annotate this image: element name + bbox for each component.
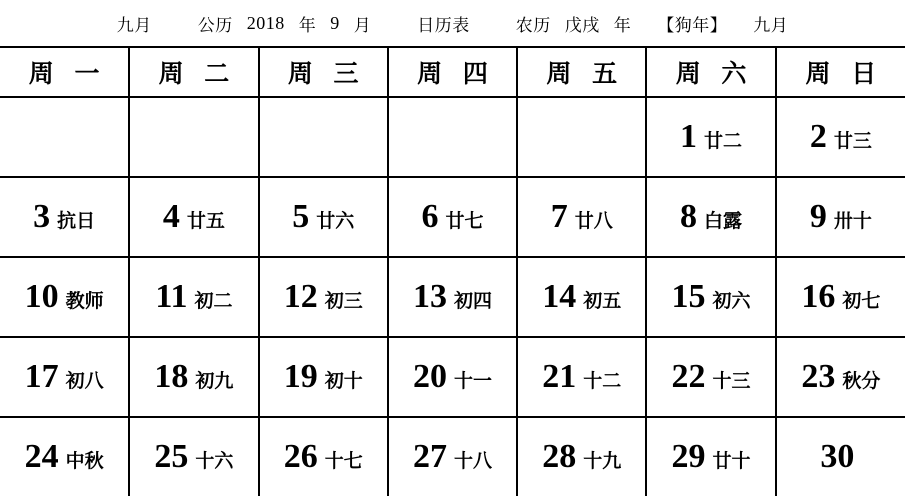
day-lunar: 初十 — [324, 370, 363, 392]
day-number: 16 — [801, 278, 836, 315]
day-number: 13 — [412, 278, 447, 315]
header-year-unit: 年 — [298, 15, 317, 36]
header-lunar-label: 农历 — [515, 15, 551, 36]
day-lunar: 廿二 — [704, 130, 743, 152]
day-cell[interactable] — [259, 417, 388, 496]
header-ganzhi: 戊戌 — [564, 15, 600, 36]
day-lunar: 十三 — [712, 370, 751, 392]
day-number: 26 — [283, 438, 318, 475]
day-cell[interactable] — [646, 417, 775, 496]
header-title: 日历表 — [417, 15, 470, 36]
day-number: 11 — [155, 278, 188, 315]
day-number: 7 — [550, 198, 568, 235]
day-lunar: 抗日 — [57, 210, 96, 232]
day-cell[interactable] — [646, 97, 775, 177]
day-cell[interactable] — [259, 177, 388, 257]
day-lunar: 教师 — [65, 290, 104, 312]
day-number: 29 — [671, 438, 706, 475]
weekday-header-wednesday: 周 三 — [259, 47, 388, 97]
day-number: 28 — [542, 438, 577, 475]
calendar-week-row — [0, 177, 905, 257]
calendar-header — [0, 0, 905, 46]
day-number: 24 — [24, 438, 59, 475]
day-number: 30 — [820, 438, 855, 475]
day-lunar: 初八 — [65, 370, 104, 392]
day-lunar: 十六 — [195, 450, 234, 472]
day-number: 10 — [24, 278, 59, 315]
weekday-header-thursday: 周 四 — [388, 47, 517, 97]
day-number: 3 — [33, 198, 51, 235]
day-cell[interactable] — [776, 417, 905, 496]
day-number: 14 — [542, 278, 577, 315]
day-number: 1 — [680, 118, 698, 155]
day-number: 2 — [809, 118, 827, 155]
day-number: 17 — [24, 358, 59, 395]
day-number: 19 — [283, 358, 318, 395]
day-cell[interactable] — [0, 417, 129, 496]
day-cell[interactable] — [0, 257, 129, 337]
day-cell[interactable] — [388, 417, 517, 496]
header-year: 2018 — [246, 12, 285, 33]
day-lunar: 廿八 — [574, 210, 613, 232]
day-cell[interactable] — [259, 337, 388, 417]
day-lunar: 秋分 — [842, 370, 881, 392]
calendar-week-row — [0, 337, 905, 417]
day-number: 22 — [671, 358, 706, 395]
day-lunar: 十二 — [583, 370, 622, 392]
day-lunar: 初五 — [583, 290, 622, 312]
day-cell[interactable] — [259, 257, 388, 337]
day-cell[interactable] — [646, 257, 775, 337]
day-number: 8 — [680, 198, 698, 235]
day-cell[interactable] — [388, 337, 517, 417]
day-lunar: 初四 — [453, 290, 492, 312]
day-number: 20 — [412, 358, 447, 395]
day-cell[interactable] — [388, 177, 517, 257]
calendar-week-row — [0, 97, 905, 177]
calendar-week-row — [0, 257, 905, 337]
day-cell[interactable] — [0, 177, 129, 257]
day-number: 6 — [421, 198, 439, 235]
day-number: 23 — [801, 358, 836, 395]
day-cell[interactable] — [129, 177, 258, 257]
day-number: 15 — [671, 278, 706, 315]
day-cell[interactable] — [129, 417, 258, 496]
weekday-header-saturday: 周 六 — [646, 47, 775, 97]
day-lunar: 廿六 — [316, 210, 355, 232]
day-lunar: 廿三 — [833, 130, 872, 152]
day-lunar: 十一 — [453, 370, 492, 392]
day-number: 4 — [162, 198, 180, 235]
day-lunar: 白露 — [704, 210, 743, 232]
day-number: 12 — [283, 278, 318, 315]
header-right-month: 九月 — [753, 15, 789, 36]
day-cell[interactable] — [776, 97, 905, 177]
calendar-table — [0, 46, 905, 496]
day-lunar: 初三 — [324, 290, 363, 312]
calendar-week-row — [0, 417, 905, 496]
header-zodiac: 【狗年】 — [657, 15, 728, 36]
day-cell-empty — [129, 97, 258, 177]
day-cell[interactable] — [646, 177, 775, 257]
day-lunar: 十七 — [324, 450, 363, 472]
day-lunar: 廿七 — [445, 210, 484, 232]
day-lunar: 十八 — [453, 450, 492, 472]
day-number: 18 — [154, 358, 189, 395]
header-left-month: 九月 — [116, 15, 152, 36]
header-month-number: 9 — [330, 12, 340, 33]
weekday-header-friday: 周 五 — [517, 47, 646, 97]
header-month-unit: 月 — [353, 15, 372, 36]
day-cell[interactable] — [129, 337, 258, 417]
weekday-header-row — [0, 47, 905, 97]
day-lunar: 廿五 — [186, 210, 225, 232]
day-number: 9 — [809, 198, 827, 235]
day-lunar: 初九 — [195, 370, 234, 392]
day-cell[interactable] — [129, 257, 258, 337]
day-number: 25 — [154, 438, 189, 475]
day-cell[interactable] — [646, 337, 775, 417]
day-cell-empty — [388, 97, 517, 177]
day-number: 5 — [292, 198, 310, 235]
day-lunar: 初七 — [842, 290, 881, 312]
weekday-header-monday: 周 一 — [0, 47, 129, 97]
day-cell[interactable] — [776, 337, 905, 417]
header-ganzhi-unit: 年 — [613, 15, 632, 36]
day-lunar: 初二 — [194, 290, 233, 312]
day-lunar: 十九 — [583, 450, 622, 472]
day-cell[interactable] — [0, 337, 129, 417]
day-cell[interactable] — [388, 257, 517, 337]
day-number: 27 — [412, 438, 447, 475]
day-cell[interactable] — [517, 417, 646, 496]
weekday-header-sunday: 周 日 — [776, 47, 905, 97]
day-number: 21 — [542, 358, 577, 395]
day-cell-empty — [517, 97, 646, 177]
day-lunar: 初六 — [712, 290, 751, 312]
day-cell[interactable] — [517, 337, 646, 417]
day-cell[interactable] — [517, 257, 646, 337]
header-solar-label: 公历 — [197, 15, 233, 36]
day-lunar: 卅十 — [833, 210, 872, 232]
day-cell[interactable] — [776, 257, 905, 337]
day-cell-empty — [259, 97, 388, 177]
day-cell[interactable] — [517, 177, 646, 257]
weekday-header-tuesday: 周 二 — [129, 47, 258, 97]
day-lunar: 廿十 — [712, 450, 751, 472]
day-lunar: 中秋 — [65, 450, 104, 472]
day-cell-empty — [0, 97, 129, 177]
day-cell[interactable] — [776, 177, 905, 257]
